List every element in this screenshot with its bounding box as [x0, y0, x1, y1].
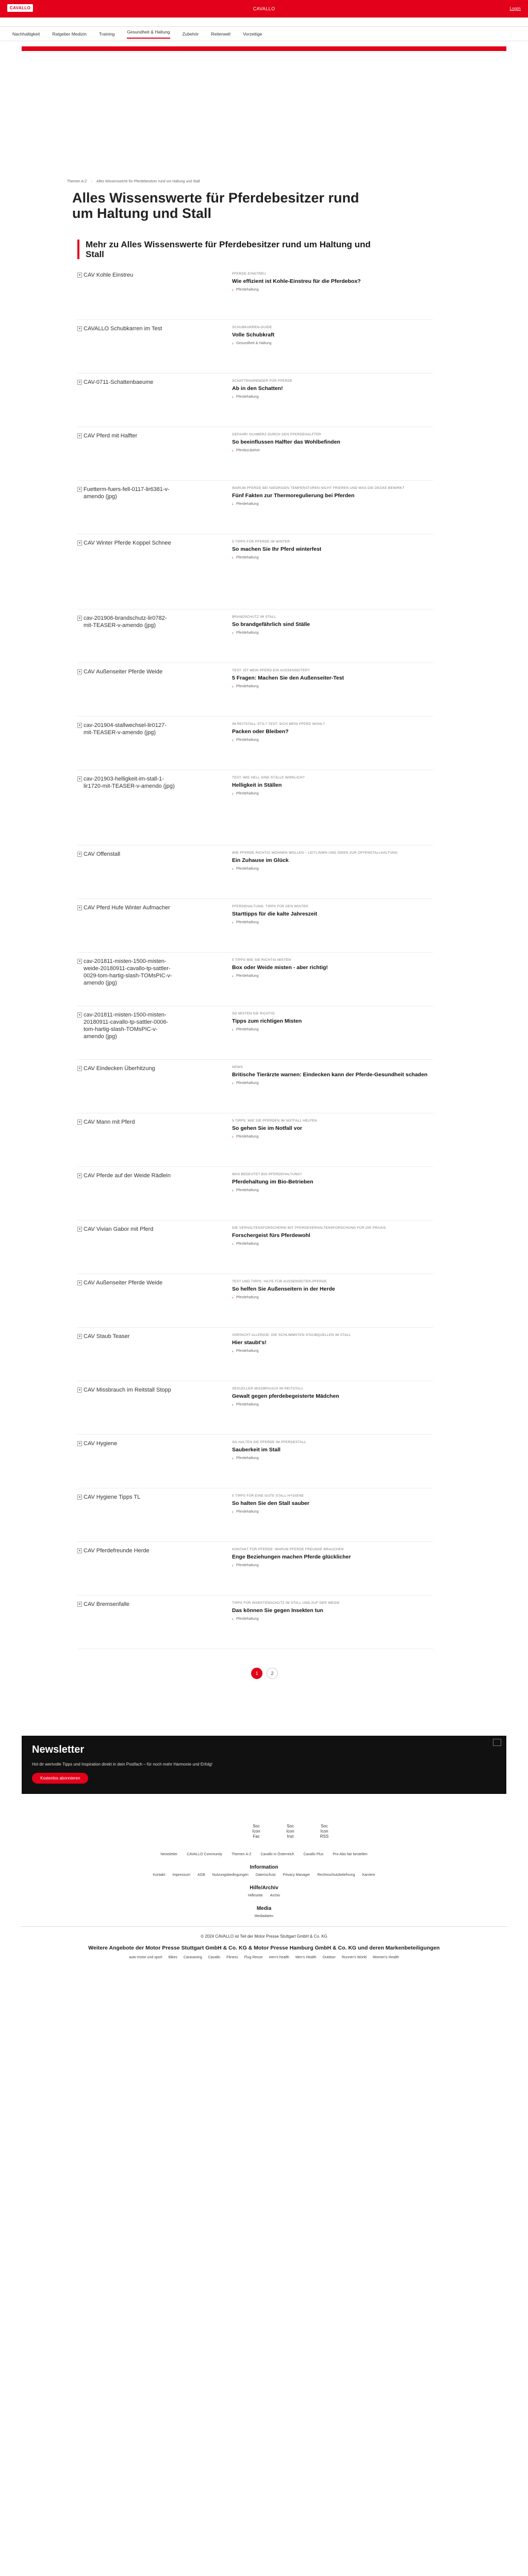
article-body	[232, 717, 433, 770]
footer-link[interactable]: Fitness	[226, 1956, 238, 1959]
broken-image-icon	[77, 616, 82, 621]
broken-image-icon	[77, 959, 82, 964]
instagram-icon[interactable]: Soc Icon Inst	[286, 1824, 294, 1839]
article-image-alt: cav-201811-misten-1500-misten-weide-20180911-cavallo-tp-sattler-0029-tom-hartig-slash-TOMsPIC-v-amendo (jpg)	[84, 958, 172, 986]
newsletter-image-icon	[493, 1739, 501, 1746]
article-item[interactable]	[77, 1596, 433, 1649]
article-body	[232, 899, 433, 952]
nav-item[interactable]: Reiterwelt	[211, 31, 231, 37]
article-headline[interactable]: So machen Sie Ihr Pferd winterfest	[232, 546, 322, 552]
article-kicker: TEST UND TIPPS: HILFE FÜR AUSSENSEITER-PFERDE	[232, 1280, 327, 1283]
broken-image-icon	[77, 326, 82, 331]
article-image[interactable]	[77, 845, 175, 899]
article-image-alt: CAV Missbrauch im Reitstall Stopp	[84, 1387, 171, 1393]
brand-logo[interactable]: CAVALLO	[7, 4, 33, 12]
article-body	[232, 953, 433, 1006]
article-image[interactable]	[77, 1596, 175, 1649]
footer-info-links	[0, 1873, 528, 1877]
article-item[interactable]	[77, 1274, 433, 1328]
article-kicker: SO MISTEN SIE RICHTIG	[232, 1012, 275, 1015]
article-kicker: PFERDEHALTUNG: TIPPS FÜR DEN WINTER	[232, 905, 308, 908]
footer-link[interactable]: Hilfeseite	[248, 1894, 263, 1897]
article-image-alt: CAV-0711-Schattenbaeume	[84, 379, 154, 385]
article-image-alt: CAV Pferd Hufe Winter Aufmacher	[84, 905, 170, 911]
footer-link[interactable]: Bikes	[168, 1956, 177, 1959]
article-item[interactable]	[77, 953, 433, 1006]
broken-image-icon	[77, 1120, 82, 1125]
broken-image-icon	[77, 669, 82, 674]
article-kicker: TIPPS FÜR INSEKTENSCHUTZ IM STALL UND AUF DER WEIDE	[232, 1601, 340, 1605]
article-image-alt: CAV Kohle Einstreu	[84, 272, 134, 278]
nav-item[interactable]: Zubehör	[182, 31, 199, 37]
article-kicker: PFERDE-EINSTREU	[232, 272, 266, 276]
article-headline[interactable]: Sauberkeit im Stall	[232, 1447, 280, 1453]
footer-link[interactable]: Flug Revue	[244, 1956, 263, 1959]
article-tag[interactable]: › Pferdehaltung	[232, 288, 433, 292]
article-item[interactable]	[77, 481, 433, 534]
article-tag[interactable]: › Pferdehaltung	[232, 1242, 433, 1246]
pagination	[251, 1668, 528, 1679]
footer-link[interactable]: Runner's World	[341, 1956, 367, 1959]
newsletter-text: Hol dir wertvolle Tipps und Inspiration direkt in dein Postfach – für noch mehr Harmonie und Erfolg!	[32, 1762, 212, 1767]
article-item[interactable]	[77, 374, 433, 427]
broken-image-icon	[77, 1387, 82, 1393]
footer-link[interactable]: AGB	[197, 1873, 205, 1877]
broken-image-icon	[77, 433, 82, 438]
article-image-alt: CAV Pferd mit Halfter	[84, 433, 138, 439]
nav-item[interactable]: Vorzeitige	[243, 31, 262, 37]
article-image-alt: Fuetterm-fuers-fell-0117-lir6381-v-amendo (jpg)	[84, 486, 170, 500]
footer-media	[0, 1906, 528, 1918]
article-image[interactable]	[77, 663, 175, 716]
article-body	[232, 845, 433, 899]
article-body	[232, 534, 433, 609]
footer-link[interactable]: Mediadaten	[254, 1914, 274, 1918]
article-image[interactable]	[77, 1221, 175, 1274]
footer-link[interactable]: Karriere	[362, 1873, 375, 1877]
article-image-alt: cav-201903-helligkeit-im-stall-1-lir1720-mit-TEASER-v-amendo (jpg)	[84, 776, 175, 789]
article-item[interactable]	[77, 1488, 433, 1542]
article-image[interactable]	[77, 1542, 175, 1595]
article-body	[232, 609, 433, 663]
section-heading: Mehr zu Alles Wissenswerte für Pferdebesitzer rund um Haltung und Stall	[77, 240, 382, 259]
article-image-alt: CAV Winter Pferde Koppel Schnee	[84, 540, 171, 546]
article-kicker: GEFAHR! SCHMERZ DURCH DEN PFERDEHALFTER	[232, 433, 321, 436]
footer-link[interactable]: Privacy Manager	[283, 1873, 310, 1877]
article-headline[interactable]: So brandgefährlich sind Ställe	[232, 621, 310, 628]
article-body	[232, 266, 433, 319]
article-image[interactable]	[77, 1274, 175, 1327]
article-image-alt: cav-201904-stallwechsel-lir0127-mit-TEASER-v-amendo (jpg)	[84, 722, 167, 736]
article-headline[interactable]: So gehen Sie im Notfall vor	[232, 1125, 302, 1131]
article-headline[interactable]: 5 Fragen: Machen Sie den Außenseiter-Test	[232, 675, 344, 681]
footer-link[interactable]: Caravaning	[183, 1956, 202, 1959]
page-title: Alles Wissenswerte für Pferdebesitzer rund um Haltung und Stall	[72, 190, 359, 221]
article-headline[interactable]: Das können Sie gegen Insekten tun	[232, 1607, 323, 1614]
article-headline[interactable]: So halten Sie den Stall sauber	[232, 1500, 309, 1506]
article-item[interactable]	[77, 717, 433, 770]
article-headline[interactable]: Pferdehaltung im Bio-Betrieben	[232, 1179, 314, 1185]
article-item[interactable]	[77, 266, 433, 320]
article-image[interactable]	[77, 481, 175, 534]
article-item[interactable]	[77, 1381, 433, 1435]
article-image-alt: cav-201906-brandschutz-lir0782-mit-TEASER-v-amendo (jpg)	[84, 615, 167, 629]
nav-item[interactable]: Nachhaltigkeit	[12, 31, 40, 37]
article-body	[232, 1167, 433, 1220]
broken-image-icon	[77, 1602, 82, 1607]
further-offers-title: Weitere Angebote der Motor Presse Stuttgart GmbH & Co. KG & Motor Presse Hamburg GmbH & Co. KG und deren Markenbeteiligungen	[88, 1945, 440, 1951]
article-body	[232, 1328, 433, 1381]
nav-item[interactable]: Gesundheit & Haltung	[127, 29, 170, 39]
copyright: © 2024 CAVALLO ist Teil der Motor Presse Stuttgart GmbH & Co. KG	[201, 1934, 327, 1939]
article-body	[232, 1381, 433, 1434]
article-headline[interactable]: Britische Tierärzte warnen: Eindecken kann der Pferde-Gesundheit schaden	[232, 1072, 428, 1078]
footer-link[interactable]: Rechtsschutzbelehrung	[317, 1873, 355, 1877]
article-item[interactable]	[77, 320, 433, 374]
article-image-alt: CAVALLO Schubkarren im Test	[84, 326, 162, 332]
article-image-alt: CAV Staub Teaser	[84, 1333, 130, 1340]
broken-image-icon	[77, 487, 82, 492]
broken-image-icon	[77, 273, 82, 278]
nav-item[interactable]: Ratgeber Medizin	[52, 31, 87, 37]
article-body	[232, 1006, 433, 1059]
broken-image-icon	[77, 1012, 82, 1018]
article-kicker: SEXUELLER MISSBRAUCH IM REITSTALL	[232, 1387, 304, 1391]
article-image-alt: CAV Außenseiter Pferde Weide	[84, 669, 163, 675]
article-item[interactable]	[77, 1542, 433, 1596]
footer-hilfe-title: Hilfe/Archiv	[250, 1885, 278, 1891]
article-tag[interactable]: › Pferdehaltung	[232, 921, 433, 924]
article-image-alt: cav-201811-misten-1500-misten-20180911-cavallo-tp-sattler-0006-tom-hartig-slash-TOMsPIC-v-amendo (jpg)	[84, 1012, 169, 1040]
article-body	[232, 1274, 433, 1327]
article-body	[232, 1221, 433, 1274]
article-headline[interactable]: Wie effizient ist Kohle-Einstreu für die Pferdebox?	[232, 278, 361, 284]
newsletter-title: Newsletter	[32, 1744, 85, 1755]
article-headline[interactable]: Box oder Weide misten - aber richtig!	[232, 964, 328, 971]
footer-link[interactable]: Kontakt	[153, 1873, 166, 1877]
article-tag[interactable]: › Pferdehaltung	[232, 1617, 433, 1621]
article-headline[interactable]: Hier staubt's!	[232, 1340, 267, 1346]
footer-hilfe	[0, 1885, 528, 1897]
login-link[interactable]: Login	[509, 6, 521, 11]
article-tag[interactable]: › Pferdehaltung	[232, 395, 433, 399]
article-tag[interactable]: › Pferdehaltung	[232, 792, 433, 795]
article-image-alt: CAV Bremsenfalle	[84, 1601, 130, 1607]
article-image-alt: CAV Pferde auf der Weide Rädlein	[84, 1173, 171, 1179]
article-kicker: DIE VERHALTENSFORSCHERIN MIT PFERDEVERHALTENSFORSCHUNG FÜR DIE PRAXIS	[232, 1226, 386, 1230]
footer-link[interactable]: Themen A-Z	[231, 1853, 252, 1856]
footer-link[interactable]: Cavallo in Österreich	[260, 1853, 294, 1856]
article-image[interactable]	[77, 1381, 175, 1434]
article-image[interactable]	[77, 1488, 175, 1541]
promo-strip	[22, 46, 506, 51]
footer-hilfe-links	[0, 1894, 528, 1897]
article-image[interactable]	[77, 770, 175, 845]
article-tag[interactable]: › Pferdehaltung	[232, 631, 433, 635]
article-image[interactable]	[77, 717, 175, 770]
article-item[interactable]	[77, 1006, 433, 1060]
article-image-alt: CAV Eindecken Überhitzung	[84, 1065, 155, 1072]
sub-bar	[0, 18, 528, 27]
article-tag[interactable]: › Pferdehaltung	[232, 502, 433, 506]
page-content	[22, 46, 506, 51]
footer-link[interactable]: Men's Health	[295, 1956, 317, 1959]
broken-image-icon	[77, 1495, 82, 1500]
newsletter-subscribe-button[interactable]: Kostenlos abonnieren	[32, 1773, 88, 1784]
article-body	[232, 770, 433, 845]
footer-main-links	[0, 1853, 528, 1856]
article-tag[interactable]: › Pferdezubehör	[232, 449, 433, 452]
facebook-icon[interactable]: Soc Icon Fac	[252, 1824, 260, 1839]
broken-image-icon	[77, 1227, 82, 1232]
broken-image-icon	[77, 905, 82, 910]
footer-link[interactable]: CAVALLO Community	[187, 1853, 222, 1856]
article-image[interactable]	[77, 953, 175, 1006]
article-image[interactable]	[77, 1435, 175, 1488]
article-image[interactable]	[77, 1328, 175, 1381]
footer-information	[0, 1865, 528, 1877]
article-item[interactable]	[77, 1221, 433, 1274]
article-kicker: WIE PFERDE RICHTIG WOHNEN WOLLEN – LEITLINIEN UND IDEEN ZUR OFFENSTALLHALTUNG	[232, 851, 398, 855]
article-headline[interactable]: Ein Zuhause im Glück	[232, 857, 289, 863]
article-image[interactable]	[77, 427, 175, 480]
footer-link[interactable]: auto motor und sport	[129, 1956, 162, 1959]
broken-image-icon	[77, 1066, 82, 1071]
further-offers-links	[0, 1956, 528, 1959]
broken-image-icon	[77, 1548, 82, 1553]
article-body	[232, 320, 433, 373]
broken-image-icon	[77, 1173, 82, 1178]
article-kicker: 5 TIPPS WIE SIE RICHTIG MISTEN	[232, 958, 291, 962]
article-tag[interactable]: › Pferdehaltung	[232, 1081, 433, 1085]
breadcrumb-separator: ›	[91, 180, 92, 183]
breadcrumb	[67, 180, 528, 183]
rss-icon[interactable]: Soc Icon RSS	[320, 1824, 329, 1839]
article-kicker: WAS BEDEUTET BIO-PFERDEHALTUNG?	[232, 1173, 302, 1176]
article-image[interactable]	[77, 609, 175, 663]
newsletter-box	[22, 1736, 506, 1794]
broken-image-icon	[77, 723, 82, 728]
article-item[interactable]	[77, 1167, 433, 1221]
article-image-alt: CAV Pferdefreunde Herde	[84, 1548, 150, 1554]
article-tag[interactable]: › Pferdehaltung	[232, 1349, 433, 1353]
broken-image-icon	[77, 380, 82, 385]
article-tag[interactable]: › Pferdehaltung	[232, 1135, 433, 1139]
broken-image-icon	[77, 540, 82, 546]
article-image[interactable]	[77, 1006, 175, 1059]
footer-info-title: Information	[250, 1865, 278, 1870]
footer-divider	[21, 1926, 507, 1927]
footer-media-title: Media	[256, 1906, 272, 1911]
article-headline[interactable]: Tipps zum richtigen Misten	[232, 1018, 302, 1024]
article-tag[interactable]: › Pferdehaltung	[232, 974, 433, 978]
article-kicker: SO HALTEN SIE PFERDE IM PFERDESTALL	[232, 1440, 306, 1444]
article-headline[interactable]: So helfen Sie Außenseitern in der Herde	[232, 1286, 335, 1292]
topbar-text: CAVALLO	[253, 6, 275, 11]
article-item[interactable]	[77, 663, 433, 717]
article-tag[interactable]: › Pferdehaltung	[232, 738, 433, 742]
article-image-alt: CAV Hygiene Tipps TL	[84, 1494, 141, 1500]
article-body	[232, 374, 433, 427]
article-tag[interactable]: › Pferdehaltung	[232, 1189, 433, 1192]
article-item[interactable]	[77, 1113, 433, 1167]
breadcrumb-current: Alles Wissenswerte für Pferdebesitzer rund um Haltung und Stall	[96, 180, 200, 183]
broken-image-icon	[77, 1441, 82, 1446]
article-body	[232, 1542, 433, 1595]
footer-link[interactable]: men's health	[269, 1956, 289, 1959]
footer-link[interactable]: Archiv	[270, 1894, 280, 1897]
article-tag[interactable]: › Pferdehaltung	[232, 556, 433, 560]
article-kicker: 5 TIPPS FÜR EINE GUTE STALL-HYGIENE	[232, 1494, 304, 1498]
article-kicker: IM REITSTALL-STIL? TEST: SICH MEIN PFERD WOHL?	[232, 722, 325, 726]
footer-link[interactable]: Cavallo	[208, 1956, 221, 1959]
article-image-alt: CAV Hygiene	[84, 1440, 118, 1447]
article-headline[interactable]: Gewalt gegen pferdebegeisterte Mädchen	[232, 1393, 339, 1399]
article-headline[interactable]: Enge Beziehungen machen Pferde glücklicher	[232, 1554, 351, 1560]
article-tag[interactable]: › Pferdehaltung	[232, 1296, 433, 1299]
article-image[interactable]	[77, 899, 175, 952]
article-tag[interactable]: › Pferdehaltung	[232, 1510, 433, 1514]
breadcrumb-item[interactable]: Themen A-Z	[67, 180, 87, 183]
article-headline[interactable]: Volle Schubkraft	[232, 332, 275, 338]
nav-item[interactable]: Training	[99, 31, 115, 37]
article-item[interactable]	[77, 609, 433, 663]
article-headline[interactable]: Fünf Fakten zur Thermoregulierung bei Pferden	[232, 493, 355, 499]
article-kicker: 5 TIPPS: WIE SIE PFERDEN IM NOTFALL HELFEN	[232, 1119, 317, 1123]
article-body	[232, 1435, 433, 1488]
footer-link[interactable]: Outdoor	[322, 1956, 336, 1959]
article-image[interactable]	[77, 1167, 175, 1220]
article-kicker: NEWS	[232, 1065, 243, 1069]
top-brand-bar	[0, 0, 528, 18]
article-body	[232, 481, 433, 534]
article-kicker: TEST: WIE HELL SIND STÄLLE WIRKLICH?	[232, 776, 305, 779]
article-kicker: WARUM PFERDE BEI NIEDRIGEN TEMPERATUREN NICHT FRIEREN UND WAS DIE DECKE BEWIRKT	[232, 486, 405, 490]
page-button[interactable]: 1	[251, 1668, 262, 1679]
footer-link[interactable]: Women's Health	[372, 1956, 399, 1959]
article-headline[interactable]: Packen oder Bleiben?	[232, 728, 289, 735]
main-navigation	[0, 27, 528, 41]
article-kicker: VORSICHT ALLERGIE: DIE SCHLIMMSTEN STAUBQUELLEN IM STALL	[232, 1333, 351, 1337]
footer-link[interactable]: Newsletter	[160, 1853, 178, 1856]
article-image[interactable]	[77, 374, 175, 427]
article-tag[interactable]: › Pferdehaltung	[232, 1028, 433, 1031]
article-image[interactable]	[77, 1113, 175, 1166]
broken-image-icon	[77, 852, 82, 857]
article-body	[232, 663, 433, 716]
article-image-alt: CAV Offenstall	[84, 851, 121, 857]
article-headline[interactable]: Forschergeist fürs Pferdewohl	[232, 1232, 310, 1239]
article-item[interactable]	[77, 899, 433, 953]
article-body	[232, 1060, 433, 1113]
footer-link[interactable]: Cavallo Plus	[303, 1853, 324, 1856]
article-kicker: SCHUBKARREN-GUIDE	[232, 326, 272, 329]
broken-image-icon	[77, 1280, 82, 1285]
article-headline[interactable]: Starttipps für die kalte Jahreszeit	[232, 911, 318, 917]
article-body	[232, 1488, 433, 1541]
article-kicker: TEST: IST MEIN PFERD EIN AUSSENSEITER?	[232, 669, 310, 672]
article-image[interactable]	[77, 534, 175, 609]
article-kicker: 5 TIPPS FÜR PFERDE IM WINTER	[232, 540, 290, 544]
footer-link[interactable]: Datenschutz	[255, 1873, 276, 1877]
article-item[interactable]	[77, 1435, 433, 1488]
article-body	[232, 1113, 433, 1166]
article-item[interactable]	[77, 1328, 433, 1381]
article-body	[232, 1596, 433, 1649]
footer-media-links	[0, 1914, 528, 1918]
article-tag[interactable]: › Pferdehaltung	[232, 1456, 433, 1460]
article-list	[77, 266, 433, 1649]
article-tag[interactable]: › Pferdehaltung	[232, 1403, 433, 1406]
article-image[interactable]	[77, 1060, 175, 1113]
broken-image-icon	[77, 776, 82, 782]
article-item[interactable]	[77, 534, 433, 609]
article-kicker: KONTAKT FÜR PFERDE: WARUM PFERDE FREUNDE BRAUCHEN	[232, 1548, 344, 1551]
article-item[interactable]	[77, 1060, 433, 1113]
article-item[interactable]	[77, 770, 433, 845]
footer-link[interactable]: Nutzungsbedingungen	[212, 1873, 249, 1877]
article-item[interactable]	[77, 427, 433, 481]
article-image[interactable]	[77, 266, 175, 319]
article-kicker: BRANDSCHUTZ IM STALL	[232, 615, 276, 619]
social-links	[250, 1824, 528, 1839]
article-image-alt: CAV Vivian Gabor mit Pferd	[84, 1226, 154, 1232]
article-tag[interactable]: › Pferdehaltung	[232, 867, 433, 871]
article-tag[interactable]: › Pferdehaltung	[232, 1564, 433, 1567]
article-kicker: SCHATTENSPENDER FÜR PFERDE	[232, 379, 293, 383]
footer-link[interactable]: Pro-Abo fair bestellen	[333, 1853, 368, 1856]
article-headline[interactable]: Ab in den Schatten!	[232, 385, 283, 392]
article-body	[232, 427, 433, 480]
page-button[interactable]: 2	[267, 1668, 278, 1679]
footer-link[interactable]: Impressum	[172, 1873, 190, 1877]
article-image[interactable]	[77, 320, 175, 373]
article-headline[interactable]: So beeinflussen Halfter das Wohlbefinden	[232, 439, 340, 445]
article-headline[interactable]: Helligkeit in Ställen	[232, 782, 282, 788]
article-image-alt: CAV Außenseiter Pferde Weide	[84, 1280, 163, 1286]
article-image-alt: CAV Mann mit Pferd	[84, 1119, 135, 1125]
broken-image-icon	[77, 1334, 82, 1339]
article-tag[interactable]: › Gesundheit & Haltung	[232, 342, 433, 345]
article-item[interactable]	[77, 845, 433, 899]
article-tag[interactable]: › Pferdehaltung	[232, 685, 433, 688]
